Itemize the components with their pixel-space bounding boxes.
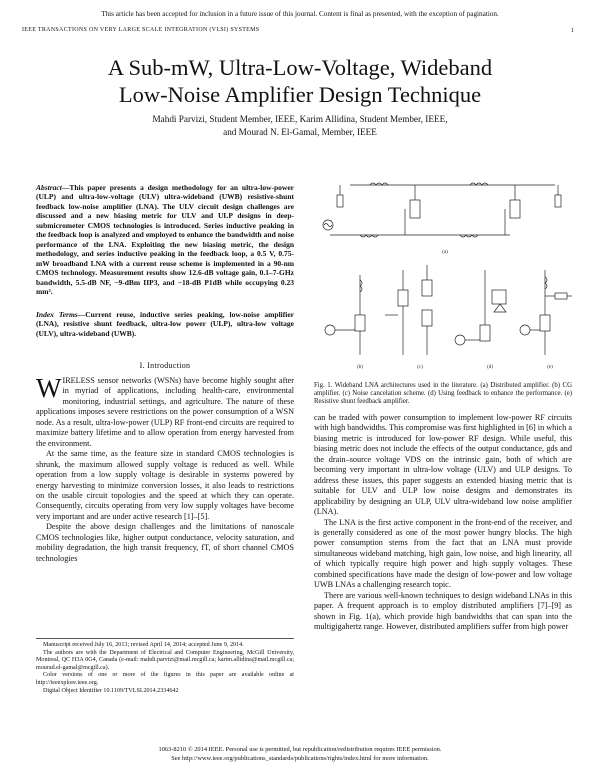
footnote-affiliation: The authors are with the Department of Electrical and Computer Engineering, McGill University, Montreal, QC H3A 0G4, Canada (e-mail: mahdi.parvizi@mail.mcgill.ca; karim.allidina@mail.mcgill.ca; mourad.el-gamal@mcgill.ca).: [36, 649, 294, 671]
cg-amplifier-schematic: [325, 275, 365, 370]
col2-paragraph-1: can be traded with power consumption to implement low-power RF circuits with high bandwidths. This compromise was first highlighted in [6] in which a biasing metric is introduced for low-power RF design. While useful, this biasing metric does not include the effects of the output conductance, gds and the drain–source voltage VDS on the intrinsic gain, both of which are becoming very important in ultra-low voltage (ULV) and ULP designs. To address these issues, this paper suggests an extended biasing metric that is suitable for ULV and ULP low noise designs and demonstrates its applicability by designing an ULP, ULV ultra-wideband low noise amplifier (LNA).: [314, 413, 572, 517]
title-line-1: A Sub-mW, Ultra-Low-Voltage, Wideband: [107, 55, 493, 80]
footnote: [36, 638, 294, 695]
intro-paragraph-3: Despite the above design challenges and the limitations of nanoscale CMOS technologies like, higher output conductance, velocity saturation, and mobility degradation, the high transit frequency, fT, of short channel CMOS technologies: [36, 522, 294, 563]
figure-caption: Fig. 1. Wideband LNA architectures used in the literature. (a) Distributed amplifier. (b) CG amplifier. (c) Noise cancelation scheme. (d) Using feedback to enhance the performance. (e) Resistive shunt feedback amplifier.: [314, 382, 572, 405]
intro-text: [36, 373, 294, 564]
figure-label-c: (c): [417, 365, 423, 370]
index-terms-text: Current reuse, inductive series peaking, low-noise amplifier (LNA), resistive shunt feedback, ultra-low power (ULP), ultra-low voltage (ULV), ultra-wideband (UWB).: [36, 310, 295, 338]
authors-line-1: Mahdi Parvizi, Student Member, IEEE, Karim Allidina, Student Member, IEEE,: [152, 114, 448, 124]
footnote-color: Color versions of one or more of the figures in this paper are available online at http://ieeexplore.ieee.org.: [36, 672, 294, 686]
index-terms-label: Index Terms—: [36, 310, 86, 319]
intro-paragraph-2: At the same time, as the feature size in standard CMOS technologies is shrunk, the maximum allowed supply voltage is reduced as well. While operation from a low supply voltage is desirable in systems powered by energy harvesting to minimize conversion losses, it also leads to restrictions on the usable circuit topologies and the speed at which they can operate. Consequently, circuits operating from very low supply voltages have become very important and are under active research [1]–[5].: [36, 449, 294, 521]
copyright-line-1: 1063-8210 © 2014 IEEE. Personal use is permitted, but republication/redistribution requires IEEE permission.: [158, 746, 442, 753]
journal-name: IEEE TRANSACTIONS ON VERY LARGE SCALE INTEGRATION (VLSI) SYSTEMS: [22, 27, 260, 33]
right-column-text: [314, 413, 572, 633]
footnote-received: Manuscript received July 16, 2013; revised April 14, 2014; accepted June 9, 2014.: [43, 642, 244, 648]
copyright-notice: [0, 746, 600, 763]
title-line-2: Low-Noise Amplifier Design Technique: [118, 82, 482, 107]
distributed-amplifier-schematic: [323, 183, 561, 255]
copyright-line-2: See http://www.ieee.org/publications_standards/publications/rights/index.html for more information.: [171, 754, 429, 762]
acceptance-note: This article has been accepted for inclusion in a future issue of this journal. Content is final as presented, with the exception of pagination.: [101, 10, 499, 18]
author-list: [20, 113, 580, 138]
intro-paragraph-1: IRELESS sensor networks (WSNs) have become highly sought after in myriad of applications, including health-care, environmental monitoring, industrial settings, and agriculture. The nature of these applications imposes severe restrictions on the power consumption of a WSN node. As a result, ultra-low-power (ULP) RF front-end circuits are required to maximize battery lifetime and to allow operation from energy harvested from the environment.: [36, 376, 294, 448]
abstract: [36, 183, 294, 296]
footnote-doi: Digital Object Identifier 10.1109/TVLSI.2014.2334642: [43, 687, 179, 694]
circuit-figure: [310, 165, 580, 375]
col2-paragraph-2: The LNA is the first active component in the front-end of the receiver, and is generally considered as one of the most power hungry blocks. The high power consumption stems from the fact that an LNA must provide simultaneous wideband matching, high gain, low noise, and high linearity, all of which typically require high power and high supply voltages. These combined specifications have made the design of low-power and low voltage UWB LNAs a challenging research topic.: [314, 517, 572, 590]
figure-label-d: (d): [487, 365, 493, 370]
paper-title: [20, 54, 580, 108]
figure-label-a: (a): [442, 250, 448, 255]
page-number: 1: [570, 27, 574, 34]
shunt-feedback-schematic: [520, 270, 572, 370]
figure-label-b: (b): [357, 365, 363, 370]
abstract-label: Abstract—: [36, 183, 70, 192]
section-heading: I. Introduction: [139, 361, 191, 370]
figure-label-e: (e): [547, 365, 553, 370]
authors-line-2: and Mourad N. El-Gamal, Member, IEEE: [223, 126, 377, 137]
abstract-text: This paper presents a design methodology for an ultra-low-power (ULP) and ultra-low-voltage (ULV) ultra-wideband (UWB) resistive-shunt feedback low-noise amplifier (LNA). The ULV circuit design challenges are discussed and a new biasing metric for ULV and ULP designs in deep-submicrometer CMOS technologies is introduced. Series inductive peaking in the feedback loop is analyzed and employed to enhance the bandwidth and noise performance of the LNA. Exploiting the new biasing metric, the design methodology, and series inductive peaking in the feedback loop, a 0.5 V, 0.75-mW broadband LNA with a current reuse scheme is implemented in a 90-nm CMOS technology. Measurement results show 12.6-dB voltage gain, 0.1–7-GHz bandwidth, 5.5-dB NF, −9-dBm IIP3, and −18-dB P1dB while occupying 0.23 mm².: [36, 183, 294, 296]
feedback-schematic: [455, 270, 506, 370]
col2-paragraph-3: There are various well-known techniques to design wideband LNAs in this paper. A frequent approach is to employ distributed amplifiers [7]–[9] as shown in Fig. 1(a), which provide high bandwidths that can span into the multigigahertz range. However, distributed amplifiers suffer from high power: [314, 590, 572, 632]
drop-cap: W: [36, 373, 62, 403]
index-terms: [36, 310, 294, 338]
noise-cancel-schematic: [385, 265, 432, 370]
